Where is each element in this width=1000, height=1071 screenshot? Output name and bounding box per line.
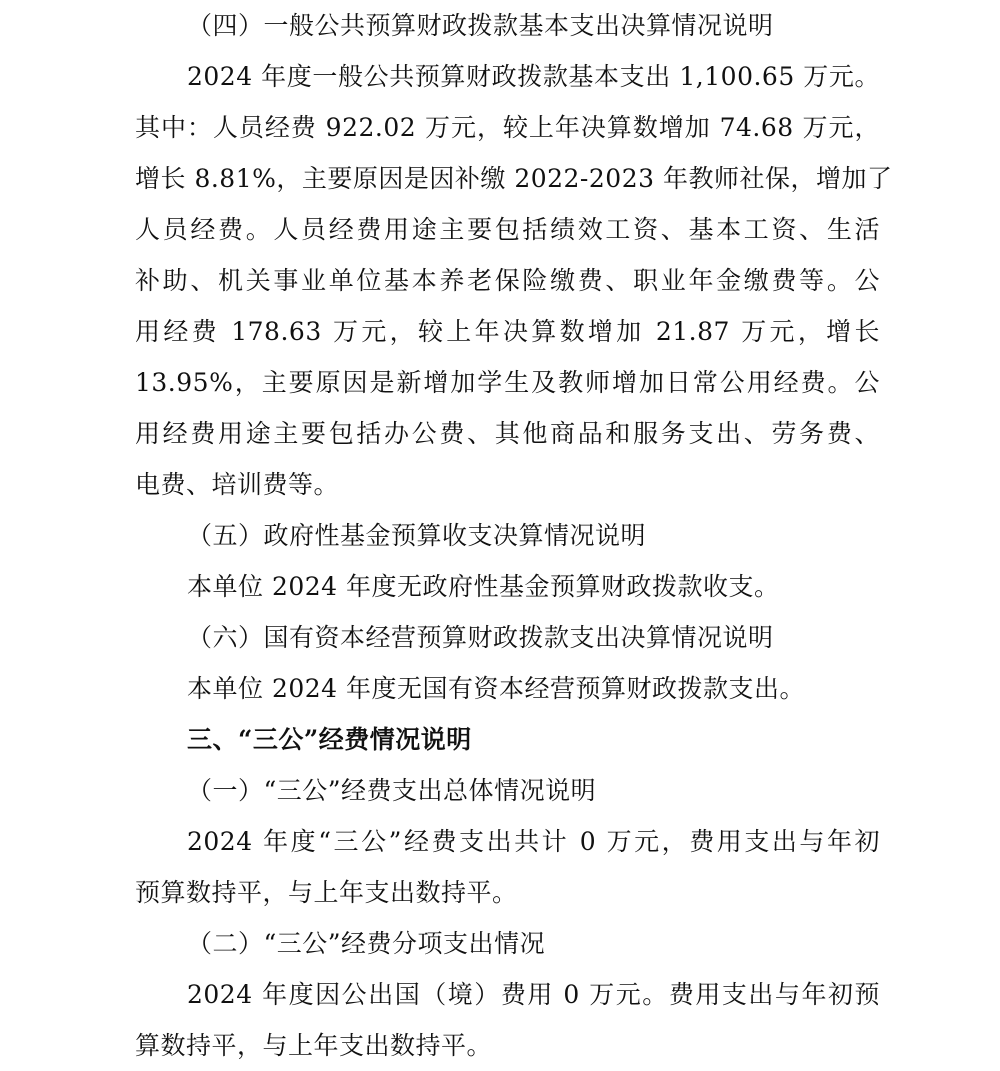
paragraph-line: 其中：人员经费 922.02 万元，较上年决算数增加 74.68 万元， (135, 113, 880, 142)
paragraph-line: 本单位 2024 年度无政府性基金预算财政拨款收支。 (187, 572, 780, 601)
paragraph-line: 本单位 2024 年度无国有资本经营预算财政拨款支出。 (187, 674, 806, 703)
paragraph-line: 13.95%，主要原因是新增加学生及教师增加日常公用经费。公 (135, 368, 880, 397)
paragraph-line: 增长 8.81%，主要原因是因补缴 2022-2023 年教师社保，增加了 (135, 164, 893, 193)
subsection-heading-2: （二）“三公”经费分项支出情况 (187, 929, 546, 958)
paragraph-line: 用经费 178.63 万元，较上年决算数增加 21.87 万元，增长 (135, 317, 880, 346)
paragraph-line: 2024 年度“三公”经费支出共计 0 万元，费用支出与年初 (187, 827, 880, 856)
document-page (135, 0, 893, 1071)
paragraph-line: 人员经费。人员经费用途主要包括绩效工资、基本工资、生活 (135, 215, 880, 244)
paragraph-line: 预算数持平，与上年支出数持平。 (135, 878, 518, 907)
section-heading-6: （六）国有资本经营预算财政拨款支出决算情况说明 (187, 623, 774, 652)
paragraph-line: 用经费用途主要包括办公费、其他商品和服务支出、劳务费、 (135, 419, 880, 448)
paragraph-line: 2024 年度因公出国（境）费用 0 万元。费用支出与年初预 (187, 980, 880, 1009)
section-heading-3: 三、“三公”经费情况说明 (187, 725, 472, 754)
section-heading-5: （五）政府性基金预算收支决算情况说明 (187, 521, 647, 550)
paragraph-line: 电费、培训费等。 (135, 470, 340, 499)
subsection-heading-1: （一）“三公”经费支出总体情况说明 (187, 776, 597, 805)
paragraph-line: 补助、机关事业单位基本养老保险缴费、职业年金缴费等。公 (135, 266, 880, 295)
paragraph-line: 算数持平，与上年支出数持平。 (135, 1031, 493, 1060)
paragraph-line: 2024 年度一般公共预算财政拨款基本支出 1,100.65 万元。 (187, 62, 880, 91)
section-heading-4: （四）一般公共预算财政拨款基本支出决算情况说明 (187, 11, 774, 40)
